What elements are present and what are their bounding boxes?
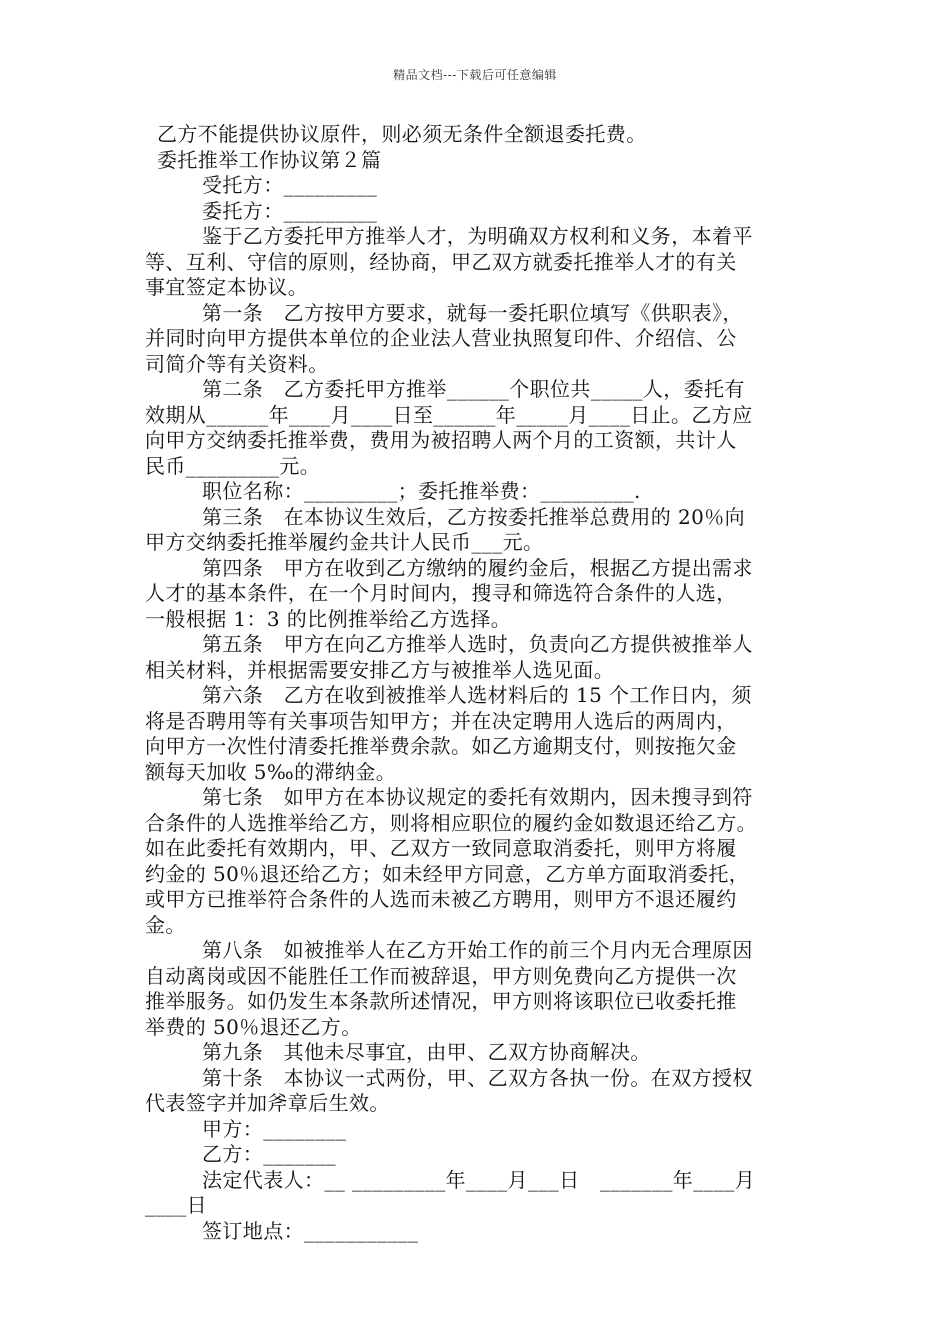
text-line: 职位名称：_________；委托推举费：_________. bbox=[202, 479, 641, 503]
section-title: 委托推举工作协议第２篇 bbox=[157, 147, 382, 172]
text-line: 民币_________元。 bbox=[145, 453, 321, 478]
text-line: 委托方：_________ bbox=[202, 198, 378, 223]
text-line: 约金的 50％退还给乙方；如未经甲方同意，乙方单方面取消委托， bbox=[145, 861, 750, 886]
text-line: 人才的基本条件，在一个月时间内，搜寻和筛选符合条件的人选， bbox=[145, 581, 737, 605]
text-line: 第七条 如甲方在本协议规定的委托有效期内，因未搜寻到符 bbox=[202, 785, 753, 809]
text-line: 举费的 50％退还乙方。 bbox=[145, 1014, 362, 1039]
text-line: 等、互利、守信的原则，经协商，甲乙双方就委托推举人才的有关 bbox=[145, 249, 737, 274]
page-header: 精品文档---下载后可任意编辑 bbox=[393, 68, 557, 82]
text-line: 或甲方已推举符合条件的人选而未被乙方聘用，则甲方不退还履约 bbox=[145, 887, 737, 911]
text-line: 甲方交纳委托推举履约金共计人民币___元。 bbox=[145, 530, 544, 554]
text-line: 甲方：________ bbox=[202, 1116, 347, 1141]
text-line: 第五条 甲方在向乙方推举人选时，负责向乙方提供被推举人 bbox=[202, 632, 753, 656]
text-line: 代表签字并加斧章后生效。 bbox=[145, 1091, 390, 1115]
text-line: 第十条 本协议一式两份，甲、乙双方各执一份。在双方授权 bbox=[202, 1065, 753, 1090]
text-line: 第八条 如被推举人在乙方开始工作的前三个月内无合理原因 bbox=[202, 938, 753, 962]
text-line: 受托方：_________ bbox=[202, 173, 378, 197]
text-line: 签订地点：___________ bbox=[202, 1218, 419, 1243]
text-line: 乙方不能提供协议原件，则必须无条件全额退委托费。 bbox=[157, 122, 647, 146]
text-line: ____日 bbox=[145, 1193, 207, 1217]
text-line: 效期从______年____月____日至______年_____月____日止。乙方应 bbox=[145, 402, 753, 427]
document-body bbox=[145, 122, 810, 1244]
text-line: 并同时向甲方提供本单位的企业法人营业执照复印件、介绍信、公 bbox=[145, 326, 737, 350]
text-line: 第一条 乙方按甲方要求，就每一委托职位填写《供职表》， bbox=[202, 300, 743, 325]
text-line: 相关材料，并根据需要安排乙方与被推举人选见面。 bbox=[145, 657, 615, 682]
text-line: 额每天加收 5‰的滞纳金。 bbox=[145, 759, 397, 784]
text-line: 第三条 在本协议生效后，乙方按委托推举总费用的 20％向 bbox=[202, 504, 746, 529]
text-line: 将是否聘用等有关事项告知甲方；并在决定聘用人选后的两周内， bbox=[145, 708, 737, 733]
text-line: 法定代表人：__ _________年____月___日 _______年____月 bbox=[202, 1167, 756, 1192]
text-line: 第二条 乙方委托甲方推举______个职位共_____人，委托有 bbox=[202, 377, 745, 401]
text-line: 第九条 其他未尽事宜，由甲、乙双方协商解决。 bbox=[202, 1040, 651, 1064]
text-line: 如在此委托有效期内，甲、乙双方一致同意取消委托，则甲方将履 bbox=[145, 836, 737, 860]
text-line: 第四条 甲方在收到乙方缴纳的履约金后，根据乙方提出需求 bbox=[202, 555, 753, 580]
text-line: 第六条 乙方在收到被推举人选材料后的 15 个工作日内，须 bbox=[202, 683, 752, 707]
text-line: 鉴于乙方委托甲方推举人才，为明确双方权利和义务，本着平 bbox=[202, 224, 753, 248]
text-line: 事宜签定本协议。 bbox=[145, 275, 309, 299]
text-line: 自动离岗或因不能胜任工作而被辞退，甲方则免费向乙方提供一次 bbox=[145, 963, 737, 988]
text-line: 向甲方一次性付清委托推举费余款。如乙方逾期支付，则按拖欠金 bbox=[145, 734, 737, 758]
text-line: 乙方：_______ bbox=[202, 1142, 336, 1166]
text-line: 司简介等有关资料。 bbox=[145, 351, 329, 376]
text-line: 向甲方交纳委托推举费，费用为被招聘人两个月的工资额，共计人 bbox=[145, 428, 737, 452]
text-line: 一般根据 1：3 的比例推举给乙方选择。 bbox=[145, 606, 512, 631]
text-line: 推举服务。如仍发生本条款所述情况，甲方则将该职位已收委托推 bbox=[145, 989, 737, 1013]
text-line: 金。 bbox=[145, 912, 186, 937]
text-line: 合条件的人选推举给乙方，则将相应职位的履约金如数退还给乙方。 bbox=[145, 810, 757, 835]
